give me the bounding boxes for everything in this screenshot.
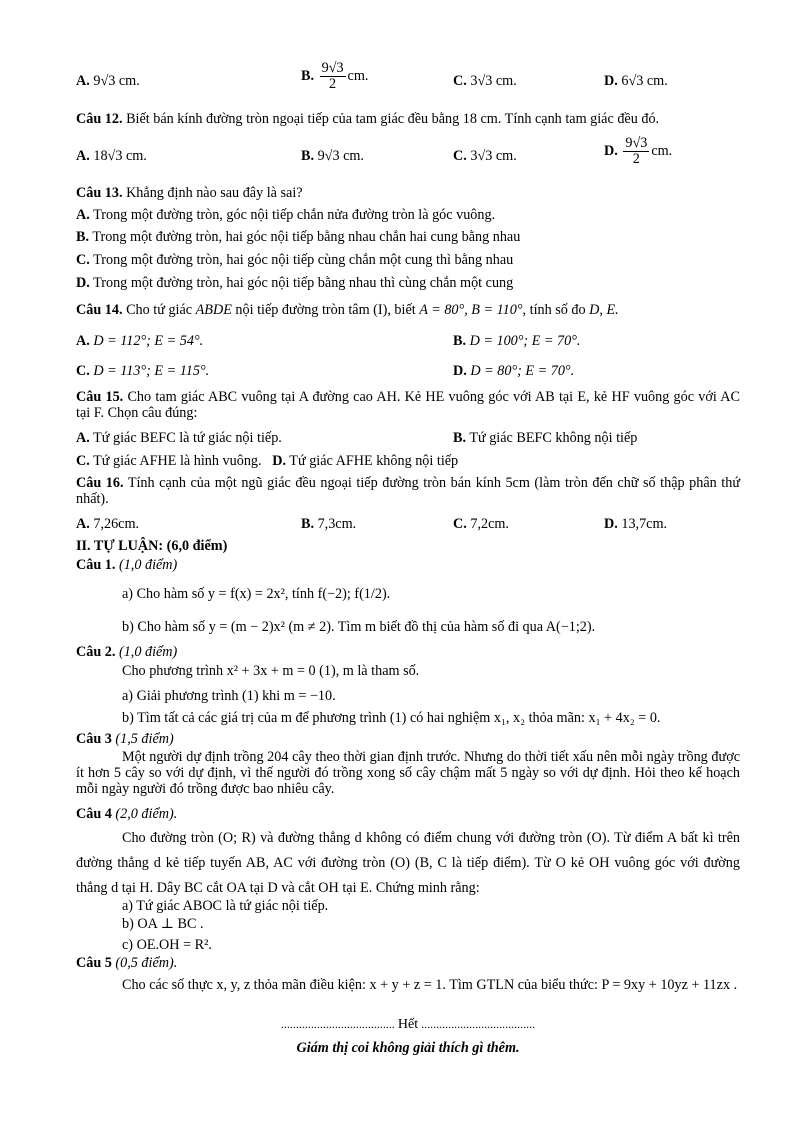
essay1-part-b: b) Cho hàm số y = (m − 2)x² (m ≠ 2). Tìm m biết đồ thị của hàm số đi qua A(−1;2).: [122, 619, 596, 635]
option-label: D.: [604, 73, 618, 89]
option-value: 6√3 cm.: [621, 73, 668, 89]
essay4-part-c: c) OE.OH = R².: [122, 937, 212, 953]
given-angles: A = 80°, B = 110°: [419, 302, 523, 318]
question-label: Câu 14.: [76, 302, 123, 318]
q13-option-c: C. Trong một đường tròn, hai góc nội tiếp cùng chắn một cung thì bằng nhau: [76, 252, 514, 268]
essay5-text: Cho các số thực x, y, z thỏa mãn điều kiện: x + y + z = 1. Tìm GTLN của biểu thức: P = 9xy + 10yz + 11zx .: [122, 977, 738, 993]
option-label: C.: [453, 73, 467, 89]
essay2-part-a: a) Giải phương trình (1) khi m = −10.: [122, 688, 336, 704]
option-label: B.: [301, 67, 315, 84]
option-label: A.: [76, 73, 90, 89]
fraction: $\frac{9√3}{2}$: [625, 135, 648, 167]
q13-option-d: D. Trong một đường tròn, hai góc nội tiếp bằng nhau thì cùng chắn một cung: [76, 275, 514, 291]
question-label: Câu 15.: [76, 389, 124, 405]
essay3-text: Một người dự định trồng 204 cây theo thời gian định trước. Nhưng do thời tiết xấu nên mỗi ngày trồng được ít hơn 5 cây so với dự định, vì thế người đó trồng xong số cây chậm mất 5 ngày so với dự định. Hỏi theo kế hoạch mỗi ngày người đó trồng được bao nhiêu cây.: [76, 749, 740, 797]
q15-options-cd: C. Tứ giác AFHE là hình vuông. D. Tứ giác AFHE không nội tiếp: [76, 453, 459, 469]
q13-question: [76, 185, 740, 202]
q15-question: [76, 389, 740, 421]
footer-note: Giám thị coi không giải thích gì thêm.: [296, 1040, 520, 1056]
question-text: Biết bán kính đường tròn ngoại tiếp của tam giác đều bằng 18 cm. Tính cạnh tam giác đều đó.: [126, 111, 660, 127]
essay2-part-b: b) Tìm tất cả các giá trị của m để phương trình (1) có hai nghiệm x₁, x₂ thỏa mãn: x₁ + 4x₂ = 0.: [122, 710, 661, 726]
question-label: Câu 12.: [76, 111, 123, 127]
essay4-heading: Câu 4 (2,0 điểm).: [76, 806, 178, 822]
q12-question: [76, 111, 740, 128]
essay4-part-a: a) Tứ giác ABOC là tứ giác nội tiếp.: [122, 898, 329, 914]
essay1-part-a: a) Cho hàm số y = f(x) = 2x², tính f(−2); f(1/2).: [122, 586, 391, 602]
section-heading: II. TỰ LUẬN: (6,0 điểm): [76, 538, 228, 554]
q16-question: [76, 475, 740, 507]
essay4-part-b: b) OA ⊥ BC .: [122, 916, 204, 932]
essay5-heading: Câu 5 (0,5 điểm).: [76, 955, 178, 971]
question-label: Câu 13.: [76, 185, 123, 201]
option-value: 9√3 cm.: [93, 73, 140, 89]
essay3-heading: Câu 3 (1,5 điểm): [76, 731, 174, 747]
question-text: Khẳng định nào sau đây là sai?: [126, 185, 303, 201]
essay4-text: Cho đường tròn (O; R) và đường thẳng d không có điểm chung với đường tròn (O). Từ điểm A bất kì trên đường thẳng d kẻ tiếp tuyến AB, AC với đường tròn (O) (B, C là tiếp điểm). Từ O kẻ OH vuông góc với đường thẳng d tại H. Dây BC cắt OA tại D và cắt OH tại E. Chứng minh rằng:: [76, 830, 740, 896]
q14-question: Câu 14. Cho tứ giác ABDE nội tiếp đường tròn tâm (I), biết A = 80°, B = 110°, tính số đo D, E.: [76, 302, 619, 318]
q13-option-b: B. Trong một đường tròn, hai góc nội tiếp bằng nhau chắn hai cung bằng nhau: [76, 229, 521, 245]
option-unit: cm.: [347, 67, 369, 84]
essay2-intro: Cho phương trình x² + 3x + m = 0 (1), m là tham số.: [122, 663, 420, 679]
asked-angles: D, E.: [589, 302, 619, 318]
end-marker: ...................................... Hết ......................................: [280, 1017, 536, 1032]
fraction: $\frac{9√3}{2}$: [321, 60, 344, 92]
question-label: Câu 16.: [76, 475, 124, 491]
essay1-heading: Câu 1. (1,0 điểm): [76, 557, 178, 573]
q13-option-a: A. Trong một đường tròn, góc nội tiếp chắn nửa đường tròn là góc vuông.: [76, 207, 496, 223]
shape-name: ABDE: [195, 302, 232, 318]
question-text: Cho tam giác ABC vuông tại A đường cao AH. Kẻ HE vuông góc với AB tại E, kẻ HF vuông góc với AC tại F. Chọn câu đúng:: [76, 389, 740, 421]
option-value: 3√3 cm.: [470, 73, 517, 89]
question-text: Tính cạnh của một ngũ giác đều ngoại tiếp đường tròn bán kính 5cm (làm tròn đến chữ số thập phân thứ nhất).: [76, 475, 741, 507]
essay2-heading: Câu 2. (1,0 điểm): [76, 644, 178, 660]
